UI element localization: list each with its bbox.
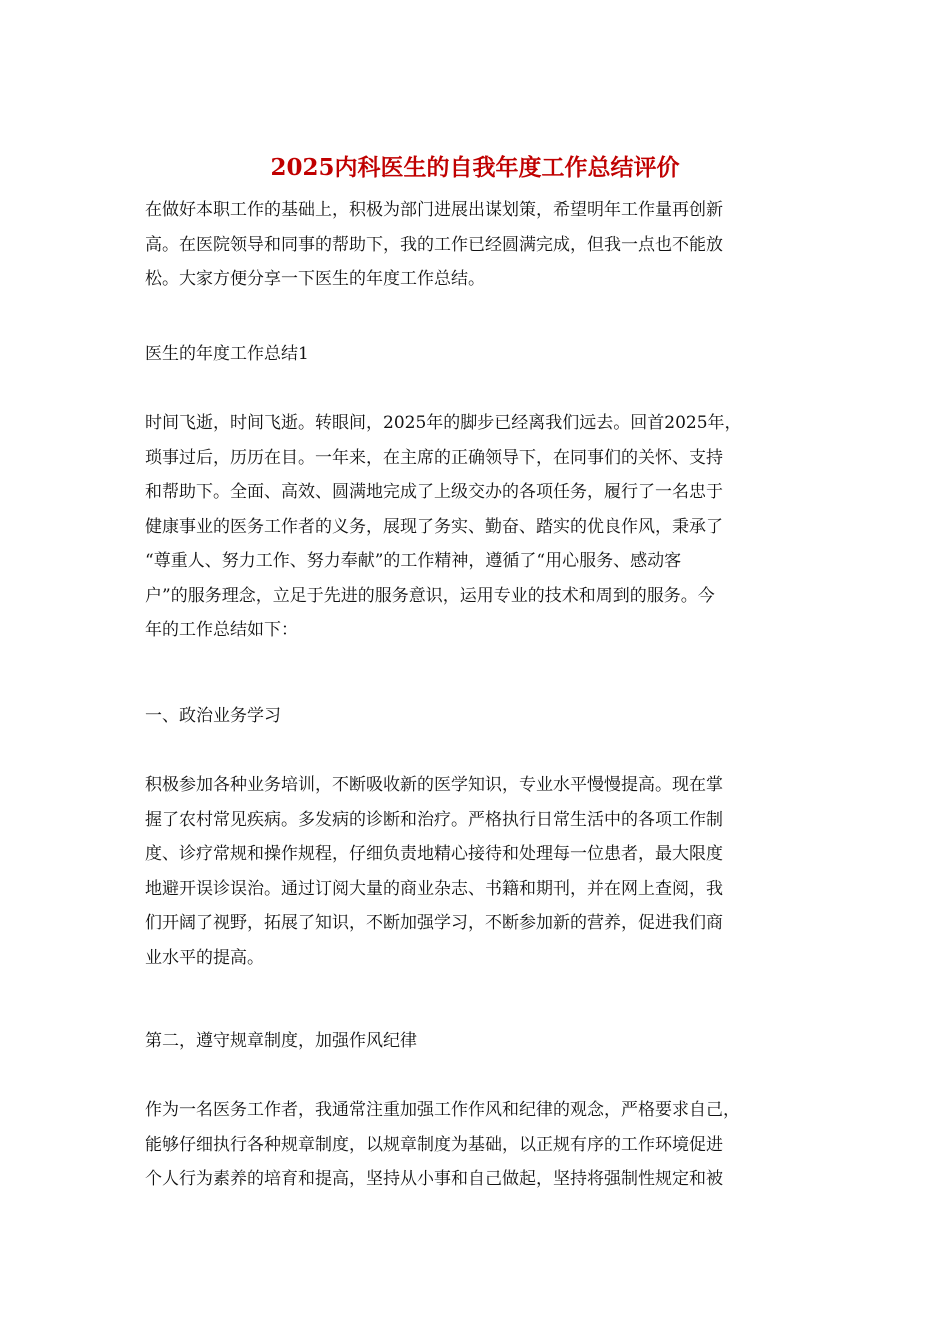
text-line: 和帮助下。全面、高效、圆满地完成了上级交办的各项任务，履行了一名忠于 bbox=[145, 482, 723, 502]
text-line: 能够仔细执行各种规章制度，以规章制度为基础，以正规有序的工作环境促进 bbox=[145, 1134, 723, 1155]
text-line: 业水平的提高。 bbox=[145, 947, 264, 968]
subheading-politics bbox=[145, 699, 805, 734]
paragraph-3 bbox=[145, 1093, 805, 1197]
intro-paragraph bbox=[145, 193, 805, 297]
text-line: 时间飞逝，时间飞逝。转眼间，2025年的脚步已经离我们远去。回首2025年， bbox=[145, 413, 742, 433]
text-line: 高。在医院领导和同事的帮助下，我的工作已经圆满完成，但我一点也不能放 bbox=[145, 234, 723, 255]
document-title: 2025内科医生的自我年度工作总结评价 bbox=[270, 154, 680, 181]
section-heading bbox=[145, 337, 805, 372]
text-line: 个人行为素养的培育和提高，坚持从小事和自己做起，坚持将强制性规定和被 bbox=[145, 1169, 723, 1189]
text-line: “尊重人、努力工作、努力奉献”的工作精神，遵循了“用心服务、感动客 bbox=[145, 551, 682, 571]
paragraph-1 bbox=[145, 406, 805, 648]
text-line: 松。大家方便分享一下医生的年度工作总结。 bbox=[145, 269, 485, 289]
subheading-discipline bbox=[145, 1024, 805, 1059]
text-line: 积极参加各种业务培训，不断吸收新的医学知识，专业水平慢慢提高。现在掌 bbox=[145, 775, 723, 795]
subheading-text: 一、政治业务学习 bbox=[145, 706, 281, 726]
text-line: 琐事过后，历历在目。一年来，在主席的正确领导下，在同事们的关怀、支持 bbox=[145, 447, 723, 468]
text-line: 在做好本职工作的基础上，积极为部门进展出谋划策，希望明年工作量再创新 bbox=[145, 200, 723, 220]
text-line: 地避开误诊误治。通过订阅大量的商业杂志、书籍和期刊，并在网上查阅，我 bbox=[145, 878, 723, 899]
text-line: 度、诊疗常规和操作规程，仔细负责地精心接待和处理每一位患者，最大限度 bbox=[145, 844, 723, 864]
text-line: 年的工作总结如下： bbox=[145, 620, 298, 640]
section-heading-text: 医生的年度工作总结1 bbox=[145, 344, 309, 364]
text-line: 握了农村常见疾病。多发病的诊断和治疗。严格执行日常生活中的各项工作制 bbox=[145, 809, 723, 830]
paragraph-2 bbox=[145, 768, 805, 975]
text-line: 们开阔了视野，拓展了知识，不断加强学习，不断参加新的营养，促进我们商 bbox=[145, 913, 723, 933]
subheading-text: 第二，遵守规章制度，加强作风纪律 bbox=[145, 1031, 417, 1051]
text-line: 作为一名医务工作者，我通常注重加强工作作风和纪律的观念，严格要求自己， bbox=[145, 1100, 740, 1120]
text-line: 健康事业的医务工作者的义务，展现了务实、勤奋、踏实的优良作风，秉承了 bbox=[145, 516, 723, 537]
text-line: 户”的服务理念，立足于先进的服务意识，运用专业的技术和周到的服务。今 bbox=[145, 585, 715, 606]
